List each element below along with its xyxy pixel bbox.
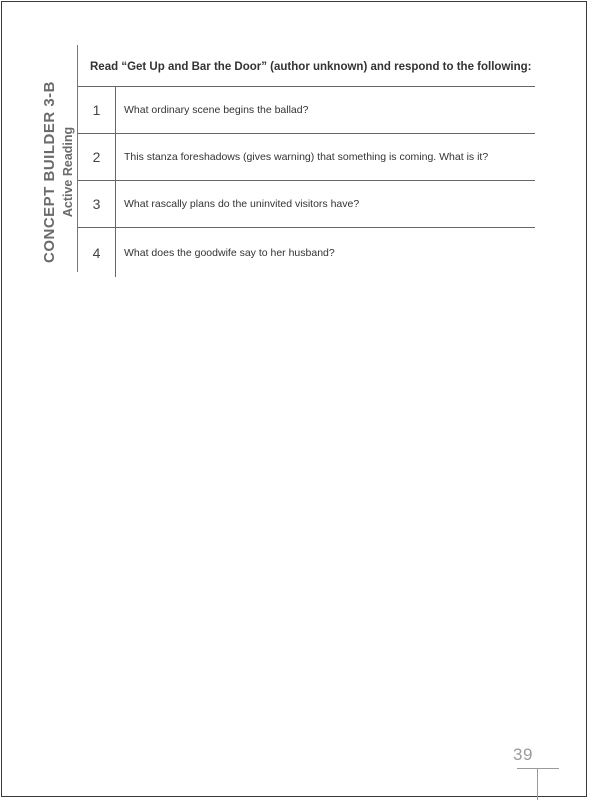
concept-builder-title: CONCEPT BUILDER 3-B xyxy=(41,81,58,264)
question-text: This stanza foreshadows (gives warning) that something is coming. What is it? xyxy=(124,151,489,163)
question-number: 4 xyxy=(78,228,116,277)
instructions: Read “Get Up and Bar the Door” (author unknown) and respond to the following: xyxy=(90,61,532,73)
questions-table xyxy=(78,86,535,277)
question-row xyxy=(78,227,535,277)
active-reading-subtitle: Active Reading xyxy=(61,126,75,218)
question-number: 2 xyxy=(78,134,116,180)
question-number: 3 xyxy=(78,181,116,227)
worksheet-page xyxy=(1,1,587,797)
page-number-stem xyxy=(537,768,538,800)
question-number: 1 xyxy=(78,87,116,133)
question-text: What does the goodwife say to her husband? xyxy=(124,246,335,259)
page-number-rule xyxy=(517,768,559,769)
side-title-block xyxy=(40,72,82,272)
question-row xyxy=(78,86,535,133)
page-number: 39 xyxy=(513,745,533,764)
question-text: What rascally plans do the uninvited visitors have? xyxy=(124,198,360,210)
question-text: What ordinary scene begins the ballad? xyxy=(124,104,309,116)
question-row xyxy=(78,133,535,180)
question-row xyxy=(78,180,535,227)
